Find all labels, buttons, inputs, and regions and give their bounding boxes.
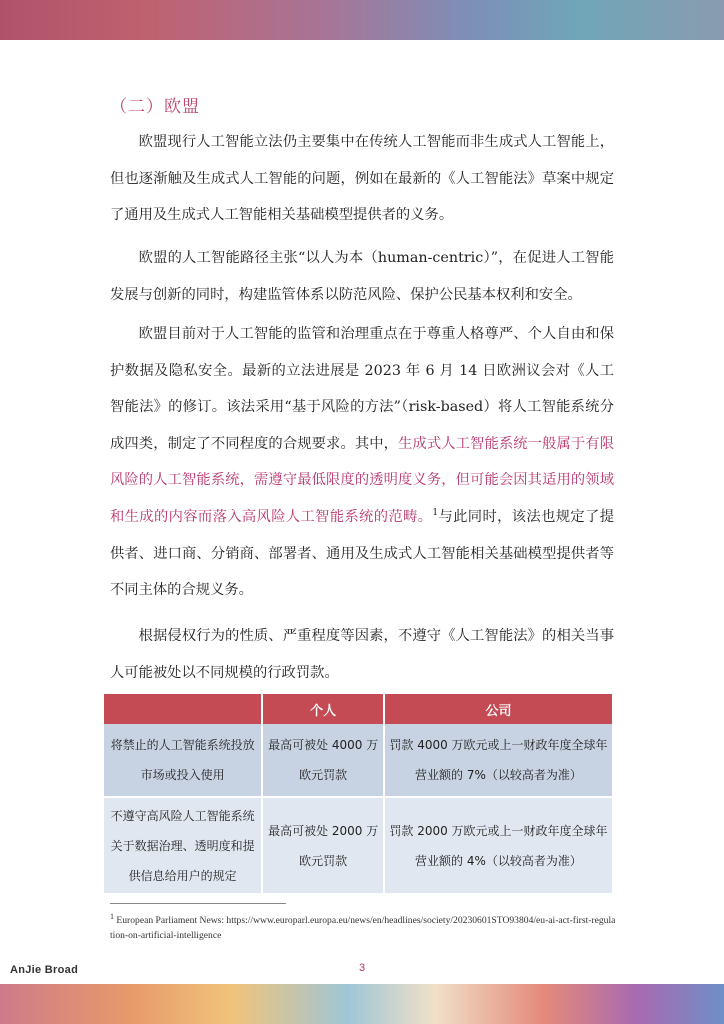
table-row bbox=[104, 798, 612, 895]
paragraph-3-outro: 与此同时，该法也规定了提供者、进口商、分销商、部署者、通用及生成式人工智能相关基础模型提供者等不同主体的合规义务。 bbox=[110, 508, 614, 599]
brand-logo: AnJie Broad bbox=[10, 964, 79, 976]
individual-penalty-cell: 最高可被处 2000 万欧元罚款 bbox=[263, 798, 383, 895]
violation-cell: 不遵守高风险人工智能系统关于数据治理、透明度和提供信息给用户的规定 bbox=[104, 798, 261, 895]
top-decorative-band bbox=[0, 0, 724, 40]
footnote-divider bbox=[110, 903, 286, 904]
company-penalty-cell: 罚款 2000 万欧元或上一财政年度全球年营业额的 4%（以较高者为准） bbox=[385, 798, 612, 895]
footnote-reference[interactable]: 1 bbox=[432, 508, 439, 519]
table-row bbox=[104, 724, 612, 798]
paragraph-1: 欧盟现行人工智能立法仍主要集中在传统人工智能而非生成式人工智能上，但也逐渐触及生成式人工智能的问题，例如在最新的《人工智能法》草案中规定了通用及生成式人工智能相关基础模型提供者的义务。 bbox=[110, 134, 614, 224]
paragraph-2: 欧盟的人工智能路径主张“以人为本（human-centric）”，在促进人工智能发展与创新的同时，构建监管体系以防范风险、保护公民基本权利和安全。 bbox=[110, 250, 614, 303]
company-penalty-cell: 罚款 4000 万欧元或上一财政年度全球年营业额的 7%（以较高者为准） bbox=[385, 724, 612, 798]
paragraph-4: 根据侵权行为的性质、严重程度等因素，不遵守《人工智能法》的相关当事人可能被处以不同规模的行政罚款。 bbox=[110, 628, 614, 681]
penalty-table bbox=[102, 694, 614, 895]
footnote-text[interactable]: European Parliament News: https://www.europarl.europa.eu/news/en/headlines/society/20230601STO93804/eu-ai-act-first-regulation-on-artificial-intelligence bbox=[110, 915, 616, 942]
section-heading: （二）欧盟 bbox=[110, 97, 200, 117]
paragraph-3 bbox=[110, 316, 614, 609]
header-cell-company: 公司 bbox=[385, 694, 612, 724]
table-header-row bbox=[104, 694, 612, 724]
footnote bbox=[110, 909, 616, 943]
bottom-decorative-band bbox=[0, 984, 724, 1024]
violation-cell: 将禁止的人工智能系统投放市场或投入使用 bbox=[104, 724, 261, 798]
page-number: 3 bbox=[358, 962, 366, 974]
paragraph-3-intro: 欧盟目前对于人工智能的监管和治理重点在于尊重人格尊严、个人自由和保护数据及隐私安全。最新的立法进展是 2023 年 6 月 14 日欧洲议会对《人工智能法》的修订。该法采用“基于风险的方法”（risk-based）将人工智能系统分成四类，制定了不同程度的合规要求。其中， bbox=[110, 326, 614, 452]
highlighted-text: 生成式人工智能系统一般属于有限风险的人工智能系统，需遵守最低限度的透明度义务，但可能会因其适用的领域和生成的内容而落入高风险人工智能系统的范畴。 bbox=[110, 435, 615, 525]
individual-penalty-cell: 最高可被处 4000 万欧元罚款 bbox=[263, 724, 383, 798]
header-cell-individual: 个人 bbox=[263, 694, 383, 724]
header-cell-violation bbox=[104, 694, 261, 724]
footnote-number: 1 bbox=[110, 912, 114, 921]
